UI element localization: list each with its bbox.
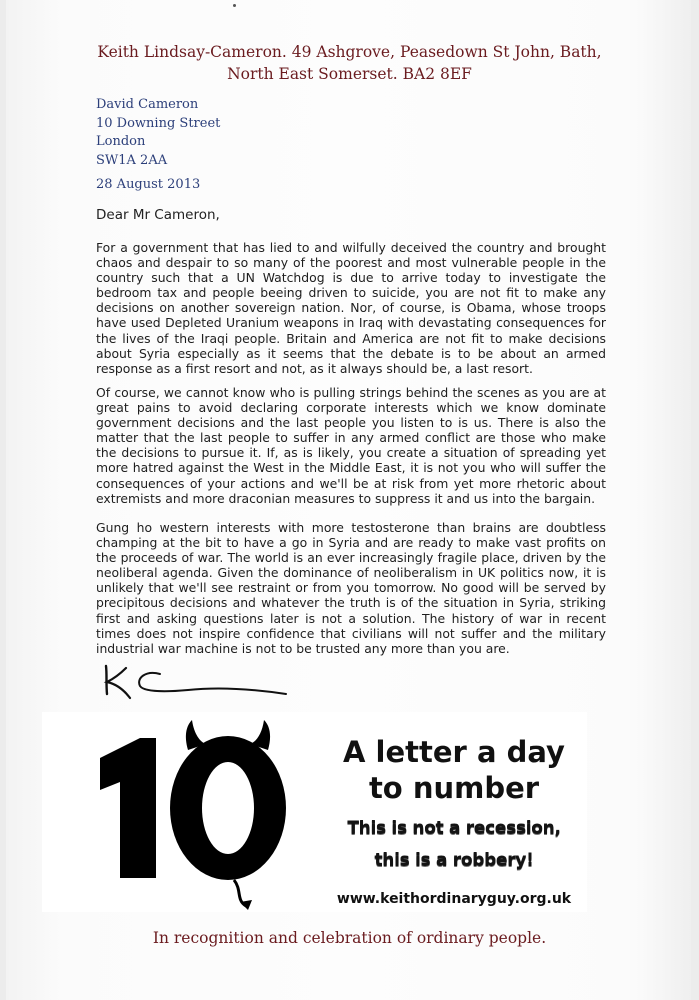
recipient-city: London [96,134,146,149]
headline-line-2: to number [368,771,540,805]
body-paragraph-3: Gung ho western interests with more testosterone than brains are doubtless champing at the bit to have a go in Syria and are ready to make vast profits on the proceeds of war. The world is an ever increasingly fragile place, driven by the neoliberal agenda. Given the dominance of neoliberalism in UK politics now, it is unlikely that we'll see restraint or from you tomorrow. No good will be served by precipitous decisions and whatever the truth is of the situation in Syria, striking first and asking questions later is not a solution. The history of war in recent times does not inspire confidence that civilians will not suffer and the military industrial war machine is not to be trusted any more than you are. [96,520,606,656]
handwritten-signature [96,660,296,708]
headline-line-1: A letter a day [343,735,565,769]
website-url: www.keithordinaryguy.org.uk [336,891,572,907]
letter-date: 28 August 2013 [96,177,201,192]
recipient-postcode: SW1A 2AA [96,152,168,168]
recipient-address [96,96,220,170]
salutation: Dear Mr Cameron, [96,207,220,223]
campaign-logo [42,712,587,912]
slogan-line-1: This is not a recession, [347,818,561,838]
body-paragraph-1: For a government that has lied to and wilfully deceived the country and brought chaos and despair to so many of the poorest and most vulnerable people in the country such that a UN Watchdog is due to arrive today to investigate the bedroom tax and people beeing driven to suicide, you are not fit to make any decisions on another sovereign nation. Nor, of course, is Obama, whose troops have used Depleted Uranium weapons in Iraq with devastating consequences for the lives of the Iraqi people. Britain and America are not fit to make decisions about Syria especially as it seems that the debate is to be about an armed response as a first resort and not, as it always should be, a last resort. [96,240,606,376]
slogan-line-2: this is a robbery! [374,850,534,870]
letterhead-line-2: North East Somerset. BA2 8EF [227,65,472,83]
campaign-headline [304,734,604,806]
letterhead-line-1: Keith Lindsay-Cameron. 49 Ashgrove, Peasedown St John, Bath, [97,43,602,61]
recipient-name: David Cameron [96,97,199,112]
devil-ten-graphic [60,720,300,910]
footer-tagline: In recognition and celebration of ordinary people. [152,929,547,947]
recipient-street: 10 Downing Street [96,115,221,131]
ink-speck [233,4,236,7]
body-paragraph-2: Of course, we cannot know who is pulling strings behind the scenes as you are at great pains to avoid declaring corporate interests which we know dominate government decisions and the last people you listen to is us. There is also the matter that the last people to suffer in any armed conflict are those who make the decisions to pursue it. If, as is likely, you create a situation of spreading yet more hatred against the West in the Middle East, it is not you who will suffer the consequences of your actions and we'll be at risk from yet more rhetoric about extremists and more draconian measures to suppress it and us into the bargain. [96,385,606,506]
